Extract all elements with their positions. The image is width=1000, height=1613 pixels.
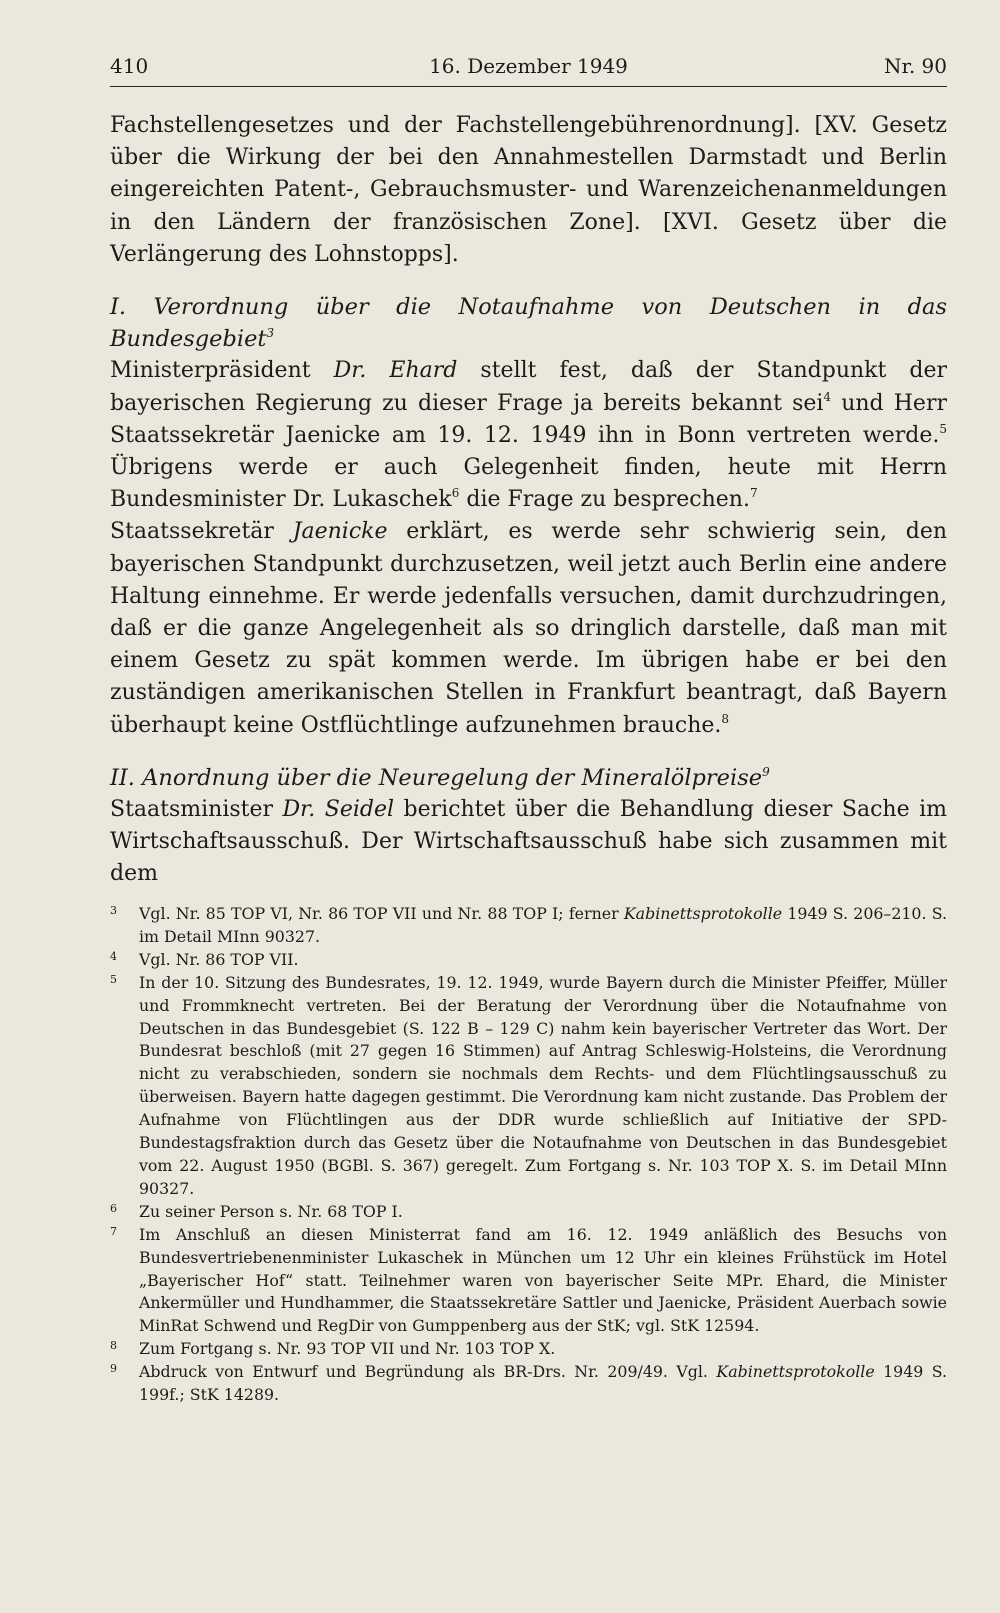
footnote-3: 3 Vgl. Nr. 85 TOP VI, Nr. 86 TOP VII und Nr. 88 TOP I; ferner Kabinettsprotokolle 1949 S. 206–210. S. im Detail MInn 90327. xyxy=(110,904,947,946)
paragraph-seidel: Staatsminister Dr. Seidel berichtet über die Behandlung dieser Sache im Wirtschaftsausschuß. Der Wirtschaftsausschuß habe sich zusammen mit dem xyxy=(110,797,948,887)
footnote-ref: 3 xyxy=(266,326,275,341)
footnote-7: 7 Im Anschluß an diesen Ministerrat fand am 16. 12. 1949 anläßlich des Besuchs von Bundesvertriebenenminister Lukaschek in München um 12 Uhr ein kleines Frühstück im Hotel „Bayerischer Hof“ statt. Teilnehmer waren von bayerischer Seite MPr. Ehard, die Minister Ankermüller und Hundhammer, die Staatssekretäre Sattler und Jaenicke, Präsident Auerbach sowie MinRat Schwend und RegDir von Gumppenberg aus der StK; vgl. StK 12594. xyxy=(110,1224,947,1336)
running-header xyxy=(110,52,947,87)
intro-paragraph: Fachstellengesetzes und der Fachstellengebührenordnung]. [XV. Gesetz über die Wirkung der bei den Annahmestellen Darmstadt und Berlin eingereichten Patent-, Gebrauchsmuster- und Warenzeichenanmeldungen in den Ländern der französischen Zone]. [XVI. Gesetz über die Verlängerung des Lohnstopps]. xyxy=(110,113,947,267)
footnote-ref: 9 xyxy=(762,764,770,779)
footnote-ref: 6 xyxy=(451,486,460,501)
paragraph-ehard: Ministerpräsident Dr. Ehard stellt fest, daß der Standpunkt der bayerischen Regierung zu dieser Frage ja bereits bekannt sei$^4$ und Herr Staatssekretär Jaenicke am 19. 12. 1949 ihn in Bonn vertreten werde.$^5$ Übrigens werde er auch Gelegenheit finden, heute mit Herrn Bundesminister Dr. Lukaschek$^6$ die Frage zu besprechen.$^7$ xyxy=(110,358,947,513)
footnote-8: 8 Zum Fortgang s. Nr. 93 TOP VII und Nr. 103 TOP X. xyxy=(110,1339,556,1359)
speaker-name: Dr. Ehard xyxy=(333,358,458,384)
paragraph-jaenicke: Staatssekretär Jaenicke erklärt, es werde sehr schwierig sein, den bayerischen Standpunkt durchzusetzen, weil jetzt auch Berlin eine andere Haltung einnehme. Er werde jedenfalls versuchen, damit durchzudringen, daß er die ganze Angelegenheit als so dringlich darstelle, daß man mit einem Gesetz zu spät kommen werde. Im übrigen habe er bei den zuständigen amerikanischen Stellen in Frankfurt beantragt, daß Bayern überhaupt keine Ostflüchtlinge aufzunehmen brauche.$^8$ xyxy=(110,519,948,738)
speaker-name: Dr. Seidel xyxy=(282,797,395,823)
footnote-5: 5 In der 10. Sitzung des Bundesrates, 19. 12. 1949, wurde Bayern durch die Minister Pfeiffer, Müller und Frommknecht vertreten. Bei der Beratung der Verordnung über die Notaufnahme von Deutschen in das Bundesgebiet (S. 122 B – 129 C) nahm kein bayerischer Vertreter das Wort. Der Bundesrat beschloß (mit 27 gegen 16 Stimmen) auf Antrag Schleswig-Holsteins, die Verordnung nicht zu verabschieden, sondern sie nochmals dem Rechts- und dem Flüchtlingsausschuß zu überweisen. Bayern hatte dagegen gestimmt. Die Verordnung kam nicht zustande. Das Problem der Aufnahme von Flüchtlingen aus der DDR wurde schließlich auf Initiative der SPD-Bundestagsfraktion durch das Gesetz über die Notaufnahme von Deutschen in das Bundesgebiet vom 22. August 1950 (BGBl. S. 367) geregelt. Zum Fortgang s. Nr. 103 TOP X. S. im Detail MInn 90327. xyxy=(110,972,947,1198)
main-text xyxy=(110,110,947,891)
footnote-ref: 5 xyxy=(939,421,947,436)
issue-number: Nr. 90 xyxy=(883,54,947,78)
footnote-ref: 4 xyxy=(823,389,832,404)
footnote-6: 6 Zu seiner Person s. Nr. 68 TOP I. xyxy=(110,1201,403,1221)
footnote-9: 9 Abdruck von Entwurf und Begründung als BR-Drs. Nr. 209/49. Vgl. Kabinettsprotokolle 1949 S. 199f.; StK 14289. xyxy=(110,1362,948,1405)
footnotes xyxy=(110,903,947,1407)
footnote-ref: 7 xyxy=(749,486,758,501)
footnote-ref: 8 xyxy=(721,711,730,726)
speaker-name: Jaenicke xyxy=(292,519,388,545)
footnote-4: 4 Vgl. Nr. 86 TOP VII. xyxy=(110,949,299,969)
page-number: 410 xyxy=(110,54,149,78)
section-heading-2: II. Anordnung über die Neuregelung der Mineralölpreise$^9$ xyxy=(110,764,770,791)
section-heading-1: I. Verordnung über die Notaufnahme von Deutschen in das Bundesgebiet$^3$ xyxy=(110,294,947,353)
header-date: 16. Dezember 1949 xyxy=(429,54,628,78)
